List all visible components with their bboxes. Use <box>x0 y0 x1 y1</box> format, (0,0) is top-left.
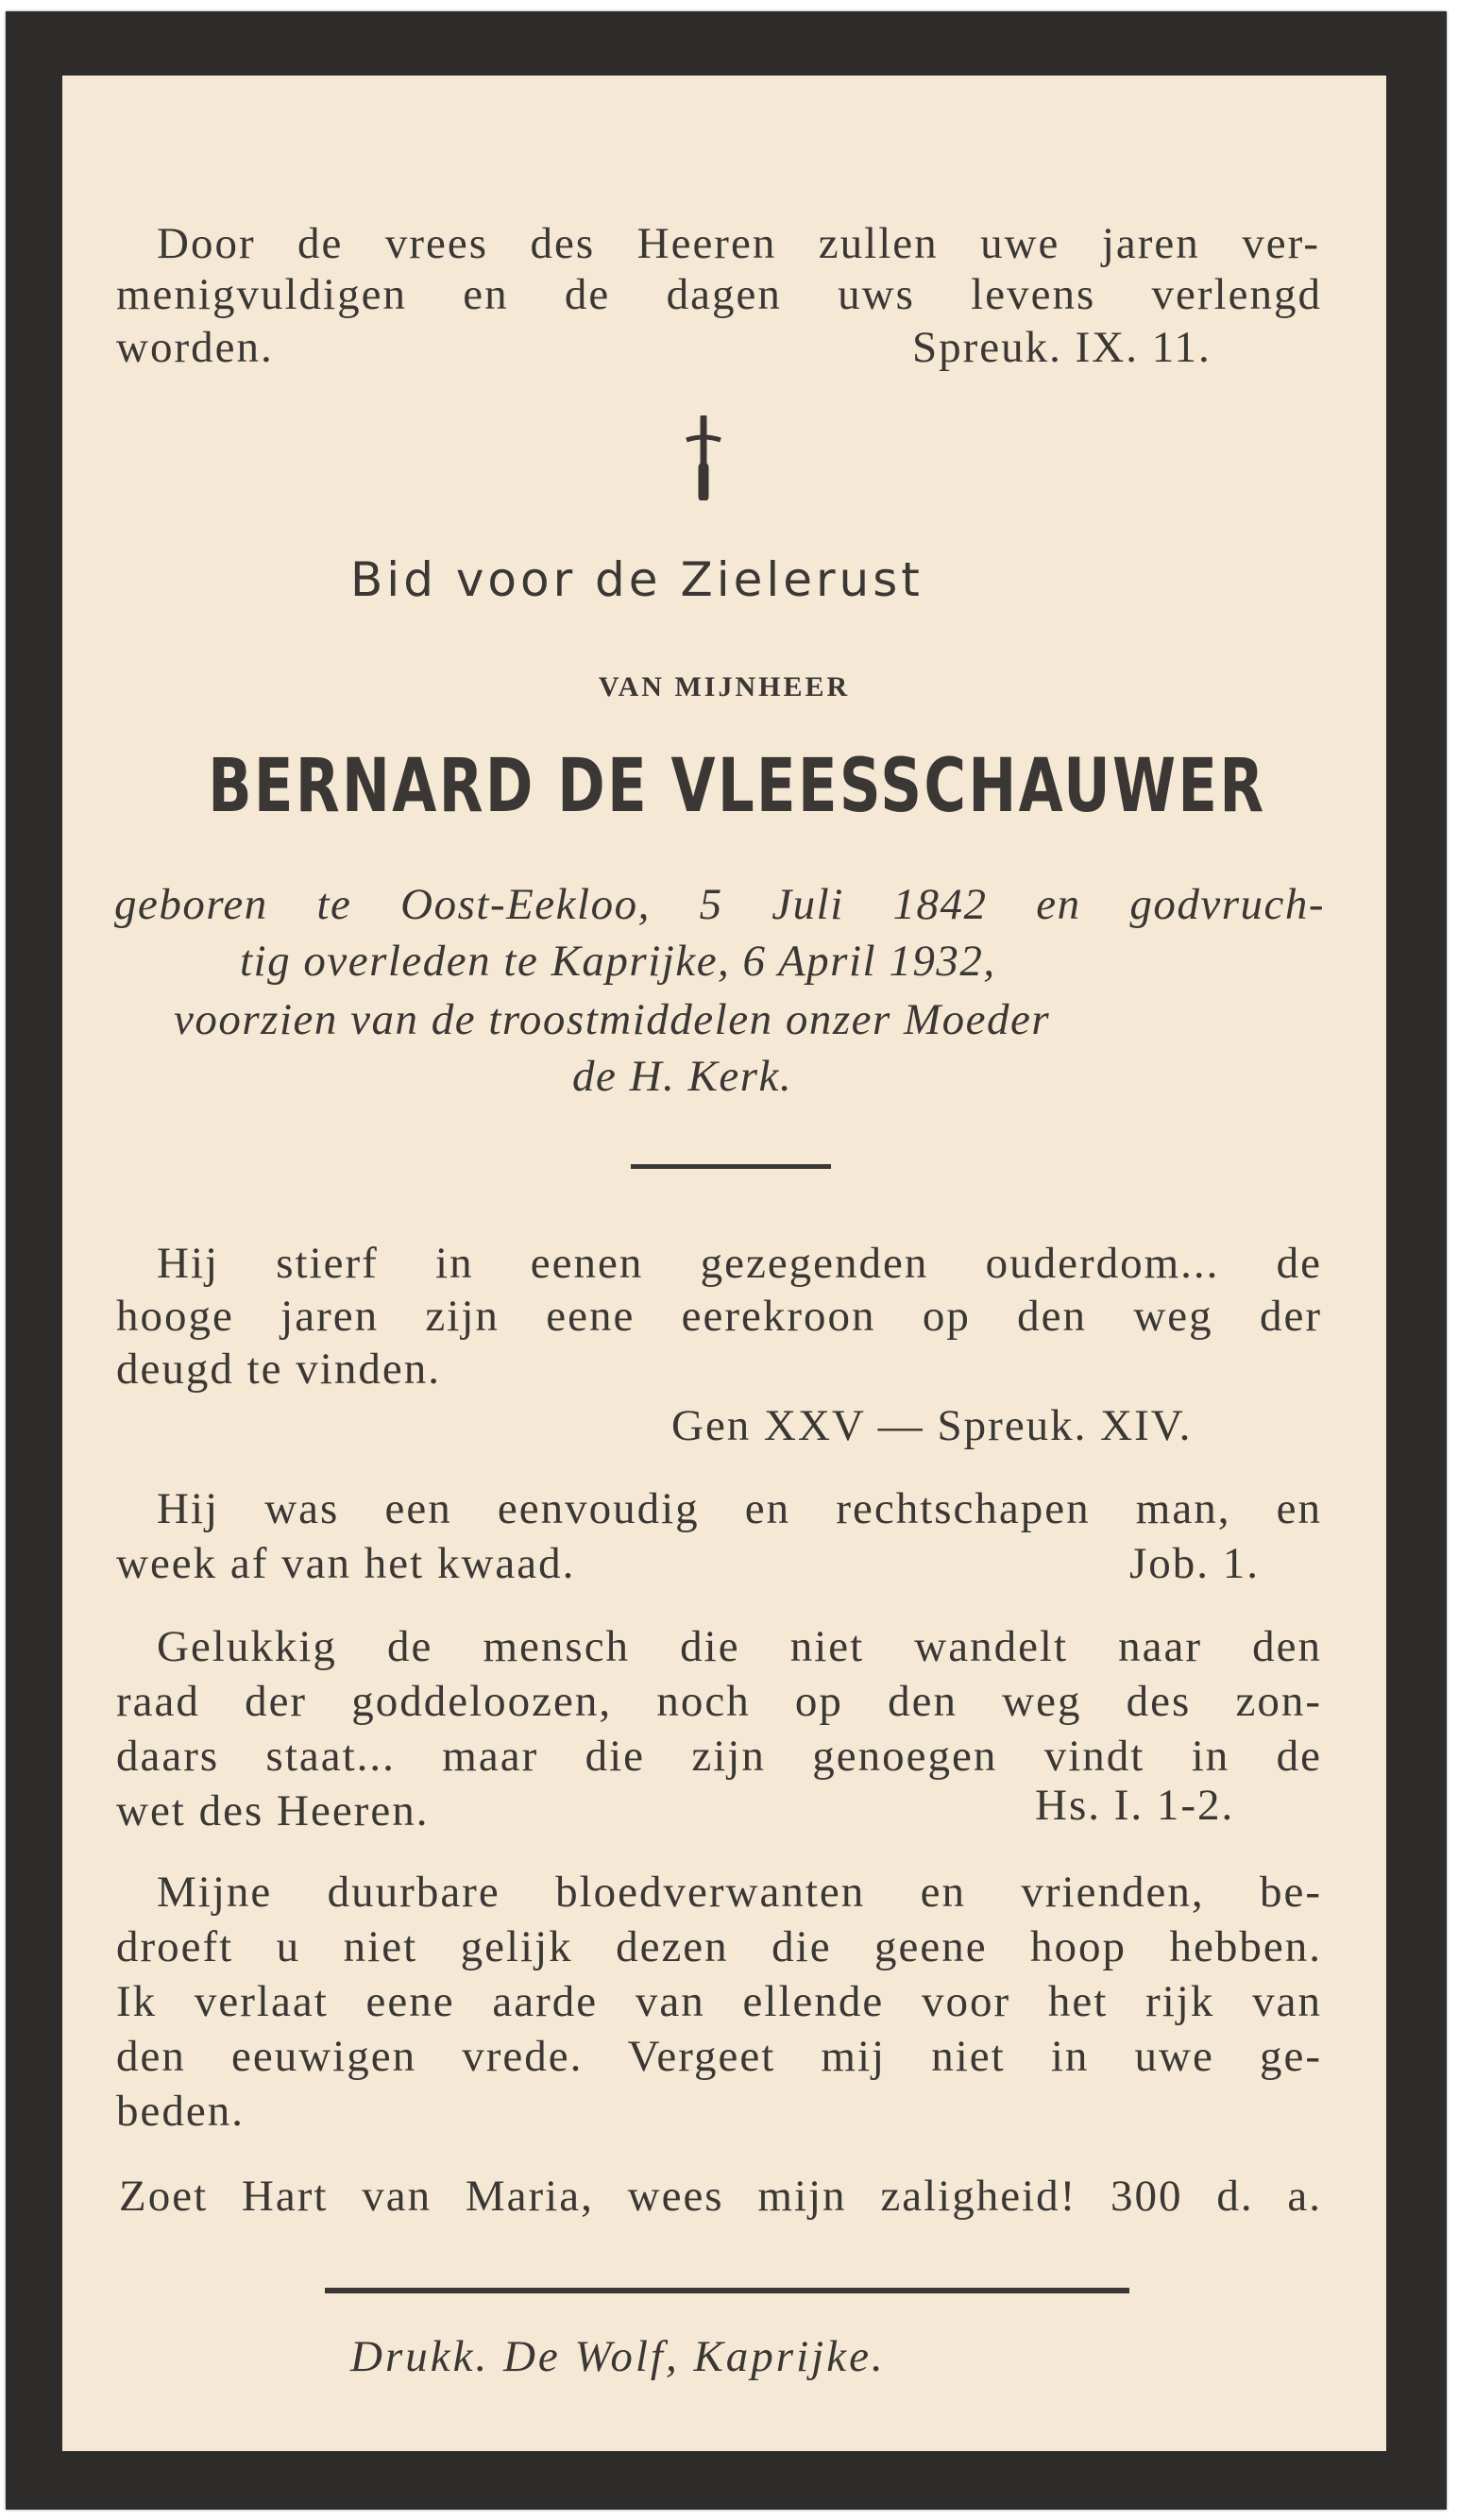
bio-line-2: tig overleden te Kaprijke, 6 April 1932, <box>240 937 996 986</box>
verse3-line-3: daars staat... maar die zijn genoegen vindt in de <box>116 1732 1322 1781</box>
card-paper <box>62 76 1386 2451</box>
verse3-line-4: wet des Heeren. <box>116 1786 430 1835</box>
prayer-heading: Bid voor de Zielerust <box>350 552 924 607</box>
bio-line-4: de H. Kerk. <box>572 1052 793 1101</box>
epigraph-line-3: worden. <box>116 323 274 372</box>
deceased-name: BERNARD DE VLEESSCHAUWER <box>208 744 1266 829</box>
verse4-line-2: droeft u niet gelijk dezen die geene hoop hebben. <box>116 1922 1322 1971</box>
verse1-reference: Gen XXV — Spreuk. XIV. <box>671 1401 1193 1450</box>
title-van-mijnheer: VAN MIJNHEER <box>598 671 851 702</box>
cross-icon <box>683 415 724 500</box>
verse3-line-2: raad der goddeloozen, noch op den weg des zon- <box>116 1677 1322 1726</box>
verse4-line-3: Ik verlaat eene aarde van ellende voor het rijk van <box>116 1977 1322 2026</box>
verse2-reference: Job. 1. <box>1129 1539 1261 1588</box>
closing-prayer: Zoet Hart van Maria, wees mijn zaligheid! 300 d. a. <box>119 2172 1322 2221</box>
verse1-line-3: deugd te vinden. <box>116 1345 441 1394</box>
divider-short <box>631 1164 831 1169</box>
epigraph-reference: Spreuk. IX. 11. <box>912 323 1212 372</box>
verse1-line-2: hooge jaren zijn eene eerekroon op den weg der <box>116 1292 1322 1341</box>
verse2-line-2: week af van het kwaad. <box>116 1539 576 1588</box>
divider-long <box>325 2288 1129 2293</box>
verse3-reference: Hs. I. 1-2. <box>1035 1781 1235 1830</box>
epigraph-line-2: menigvuldigen en de dagen uws levens verlengd <box>116 270 1322 319</box>
bio-line-1: geboren te Oost-Eekloo, 5 Juli 1842 en godvruch- <box>114 880 1325 929</box>
epigraph-line-1: Door de vrees des Heeren zullen uwe jaren ver- <box>157 219 1320 268</box>
verse4-line-1: Mijne duurbare bloedverwanten en vrienden, be- <box>157 1868 1322 1917</box>
verse3-line-1: Gelukkig de mensch die niet wandelt naar den <box>157 1622 1322 1671</box>
bio-line-3: voorzien van de troostmiddelen onzer Moeder <box>174 995 1051 1044</box>
printer-credit: Drukk. De Wolf, Kaprijke. <box>350 2332 886 2381</box>
verse4-line-4: den eeuwigen vrede. Vergeet mij niet in uwe ge- <box>116 2032 1322 2081</box>
verse1-line-1: Hij stierf in eenen gezegenden ouderdom... de <box>157 1239 1322 1288</box>
memorial-card <box>6 11 1447 2510</box>
verse2-line-1: Hij was een eenvoudig en rechtschapen man, en <box>157 1484 1322 1533</box>
verse4-line-5: beden. <box>116 2087 245 2136</box>
